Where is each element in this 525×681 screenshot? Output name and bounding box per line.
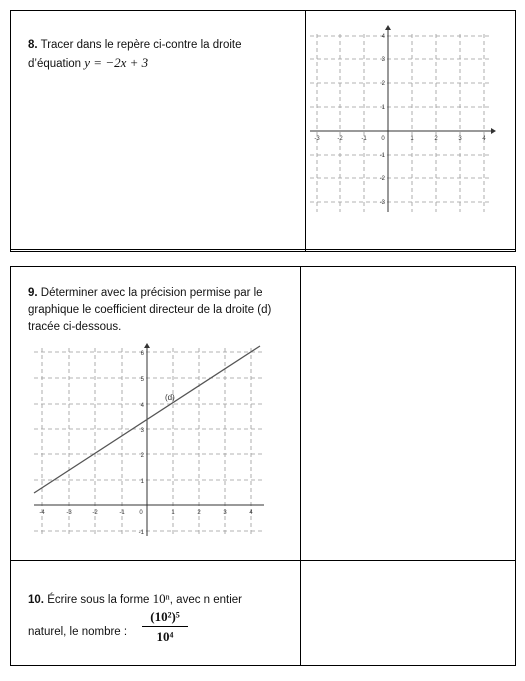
q9-xtick: 0: [139, 510, 143, 516]
q9-xtick: 4: [249, 510, 253, 516]
q9-text-line3: tracée ci-dessous.: [28, 321, 122, 333]
q9-ytick: 5: [140, 377, 144, 383]
q9-xtick: -2: [92, 510, 98, 516]
q9-right-cell: [300, 266, 516, 561]
q8-ytick: 1: [381, 105, 385, 111]
q10-fraction: [142, 608, 188, 645]
q10-right-cell: [300, 560, 516, 666]
q9-xtick: 2: [197, 510, 201, 516]
q8-ytick: -2: [379, 176, 385, 182]
q10-numerator: (10²)⁵: [150, 609, 180, 624]
q8-text-line1: Tracer dans le repère ci-contre la droite: [40, 39, 242, 51]
q8-xtick: 2: [434, 136, 438, 142]
q8-equation: y = −2x + 3: [84, 55, 149, 70]
q9-xtick: -3: [66, 510, 72, 516]
q10-denominator: 10⁴: [156, 629, 174, 644]
q8-axes: [310, 30, 491, 212]
q10-number: 10.: [28, 594, 44, 606]
q8-grid-lines: [310, 34, 491, 212]
q9-ytick: 6: [140, 351, 144, 357]
q9-xtick: 1: [171, 510, 175, 516]
q9-ytick: 3: [140, 428, 144, 434]
q8-xtick: -1: [361, 136, 367, 142]
q9-ytick: 4: [140, 403, 144, 409]
q9-text-line2: graphique le coefficient directeur de la droite (d): [28, 304, 272, 316]
q9-ytick: 1: [140, 479, 144, 485]
q8-empty-row-divider: [305, 240, 306, 252]
line-d-label: (d): [165, 393, 175, 402]
q9-xtick: -1: [119, 510, 125, 516]
q8-empty-row: [10, 240, 516, 252]
q9-number: 9.: [28, 287, 38, 299]
q10-fraction-bar: [142, 626, 188, 627]
q9-y-arrow-icon: [144, 343, 150, 348]
q8-grid: [305, 22, 505, 222]
q10-form: 10ⁿ: [152, 591, 170, 606]
q9-question: [28, 285, 271, 336]
q8-xtick: -3: [314, 136, 320, 142]
q8-ytick: 3: [381, 57, 385, 63]
q10-text-suffix: , avec n entier: [169, 594, 243, 606]
q10-text-prefix: Écrire sous la forme: [47, 594, 150, 606]
q9-ytick: 2: [140, 453, 144, 459]
q8-xtick: 0: [381, 136, 385, 142]
q8-question: [28, 37, 242, 73]
q9-ytick: -1: [138, 530, 144, 536]
q8-text-line2: d’équation: [28, 58, 82, 70]
q8-ytick: -1: [379, 153, 385, 159]
q8-xtick: -2: [337, 136, 343, 142]
q10-text-line2: naturel, le nombre :: [28, 626, 128, 638]
q8-xtick: 4: [482, 136, 486, 142]
q9-text-line1: Déterminer avec la précision permise par le: [40, 287, 263, 299]
q8-number: 8.: [28, 39, 38, 51]
q8-ytick: -3: [379, 200, 385, 206]
q8-ytick: 2: [381, 81, 385, 87]
q8-x-arrow-icon: [491, 128, 496, 134]
q10-question-line1: [28, 590, 242, 609]
q9-grid: [28, 340, 268, 540]
q8-xtick: 1: [410, 136, 414, 142]
q8-ytick: 4: [381, 34, 385, 40]
q9-xtick: -4: [39, 510, 45, 516]
q9-xtick: 3: [223, 510, 227, 516]
q9-axes: [34, 345, 264, 536]
q8-xtick: 3: [458, 136, 462, 142]
q8-y-arrow-icon: [385, 25, 391, 30]
q9-grid-lines: [34, 348, 264, 536]
